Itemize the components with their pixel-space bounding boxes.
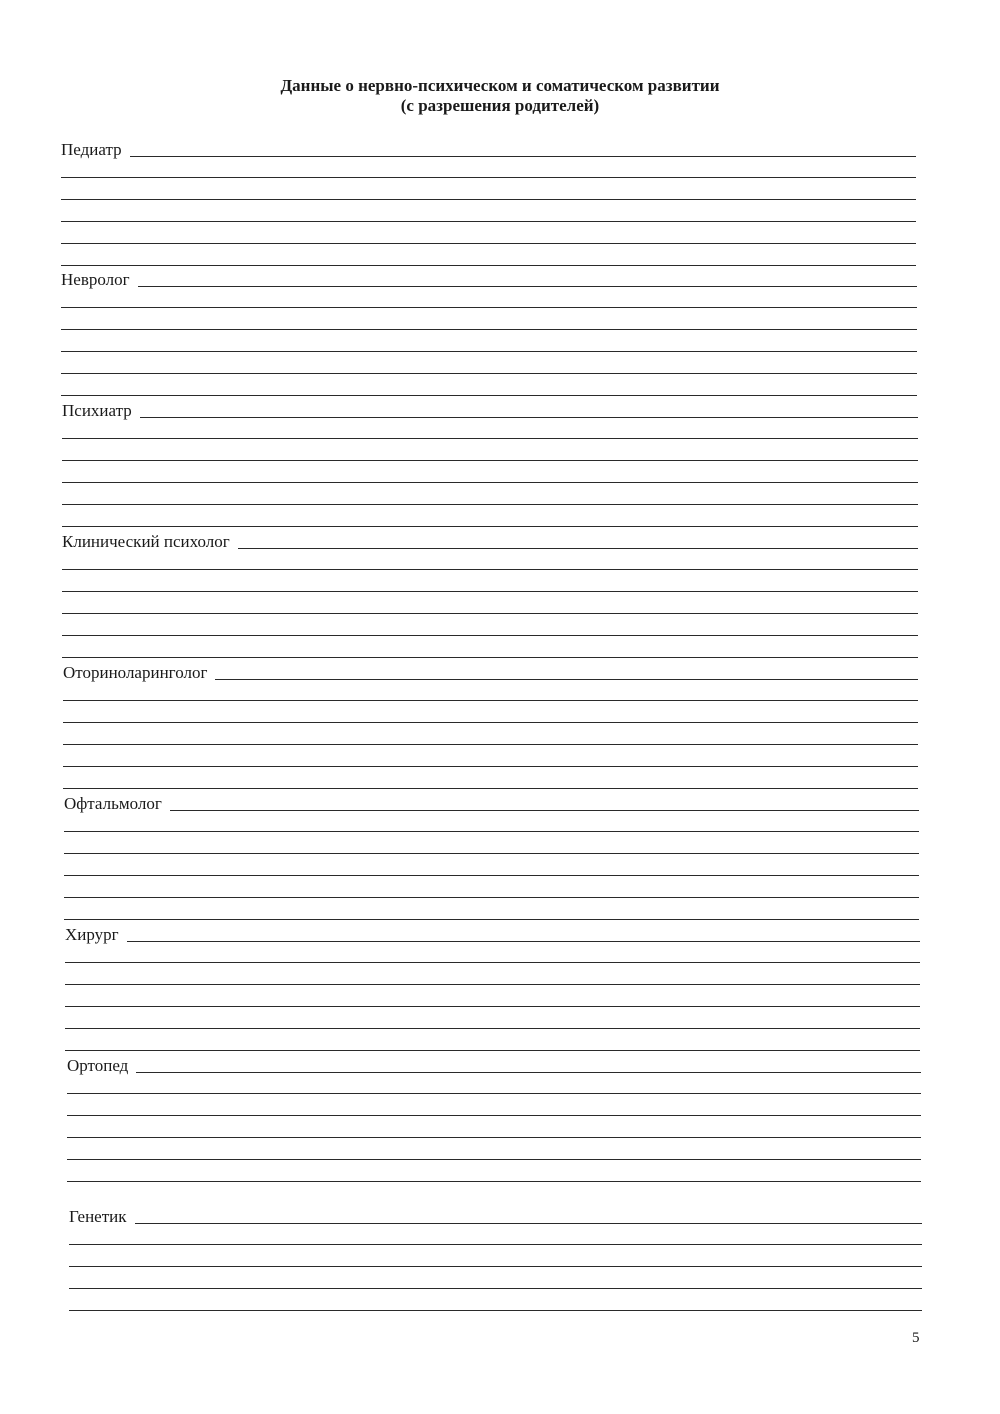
page-number: 5 [912,1330,920,1346]
writing-line[interactable] [65,962,920,963]
writing-line[interactable] [65,984,920,985]
title-line-2: (с разрешения родителей) [400,96,600,115]
writing-line[interactable] [170,810,919,811]
section-orthopedist [67,1056,921,1186]
writing-line[interactable] [67,1137,921,1138]
writing-line[interactable] [64,831,919,832]
writing-line[interactable] [61,265,916,266]
writing-line[interactable] [62,438,918,439]
writing-line[interactable] [67,1115,921,1116]
writing-line[interactable] [64,897,919,898]
section-label: Генетик [69,1207,127,1226]
title-line-1: Данные о нервно-психическом и соматическом развитии [280,76,720,95]
writing-line[interactable] [138,286,917,287]
section-label: Педиатр [61,140,122,159]
writing-line[interactable] [69,1310,922,1311]
writing-line[interactable] [62,569,918,570]
writing-line[interactable] [62,526,918,527]
writing-line[interactable] [69,1266,922,1267]
section-label: Невролог [61,270,130,289]
writing-line[interactable] [63,788,918,789]
writing-line[interactable] [69,1288,922,1289]
writing-line[interactable] [64,919,919,920]
writing-line[interactable] [63,700,918,701]
writing-line[interactable] [67,1093,921,1094]
section-label: Оториноларинголог [63,663,208,682]
writing-line[interactable] [67,1181,921,1182]
writing-line[interactable] [62,613,918,614]
writing-line[interactable] [62,482,918,483]
writing-line[interactable] [62,460,918,461]
writing-line[interactable] [63,766,918,767]
section-label: Хирург [65,925,119,944]
writing-line[interactable] [61,351,917,352]
section-label: Психиатр [62,401,132,420]
writing-line[interactable] [65,1006,920,1007]
section-label: Офтальмолог [64,794,162,813]
writing-line[interactable] [140,417,918,418]
writing-line[interactable] [64,875,919,876]
section-clinical-psychologist [62,532,918,662]
writing-line[interactable] [61,329,917,330]
writing-line[interactable] [65,1050,920,1051]
writing-line[interactable] [61,395,917,396]
section-surgeon [65,925,920,1055]
writing-line[interactable] [62,591,918,592]
section-geneticist [69,1207,922,1337]
writing-line[interactable] [62,657,918,658]
writing-line[interactable] [61,307,917,308]
section-ophthalmologist [64,794,919,924]
writing-line[interactable] [238,548,918,549]
section-pediatrician [61,140,916,270]
writing-line[interactable] [62,635,918,636]
writing-line[interactable] [61,221,916,222]
section-otorhinolaryngologist [63,663,918,793]
writing-line[interactable] [61,373,917,374]
writing-line[interactable] [136,1072,921,1073]
section-label: Ортопед [67,1056,129,1075]
writing-line[interactable] [67,1159,921,1160]
writing-line[interactable] [64,853,919,854]
writing-line[interactable] [215,679,918,680]
writing-line[interactable] [61,199,916,200]
writing-line[interactable] [135,1223,922,1224]
writing-line[interactable] [61,243,916,244]
section-neurologist [61,270,917,400]
writing-line[interactable] [127,941,920,942]
writing-line[interactable] [61,177,916,178]
section-label: Клинический психолог [62,532,230,551]
writing-line[interactable] [63,722,918,723]
section-psychiatrist [62,401,918,531]
writing-line[interactable] [69,1244,922,1245]
page-title [0,76,1000,116]
writing-line[interactable] [130,156,916,157]
writing-line[interactable] [62,504,918,505]
writing-line[interactable] [63,744,918,745]
writing-line[interactable] [65,1028,920,1029]
